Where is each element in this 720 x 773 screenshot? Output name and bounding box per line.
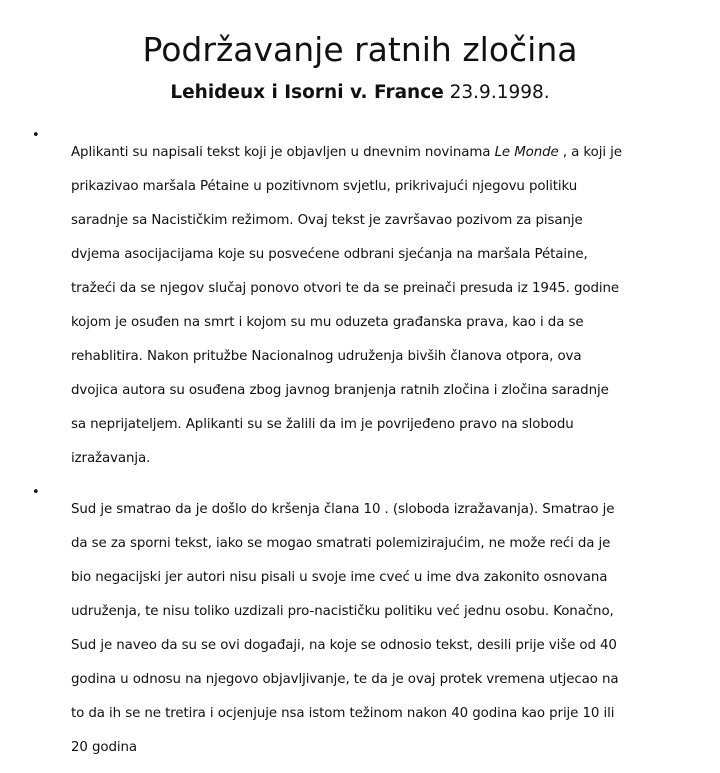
slide-subtitle [0,80,720,106]
text-line: izražavanja. [71,451,151,466]
text-line: 20 godina [71,740,138,755]
case-name: Lehideux i Isorni v. France [170,82,444,103]
text-line: to da ih se ne tretira i ocjenjuje nsa istom težinom nakon 40 godina kao prije 10 ili [71,706,615,721]
text-line: saradnje sa Nacističkim režimom. Ovaj tekst je završavao pozivom za pisanje [71,213,583,228]
text-line: bio negacijski jer autori nisu pisali u svoje ime cveć u ime dva zakonito osnovana [71,570,608,585]
text-line: tražeći da se njegov slučaj ponovo otvori te da se preinači presuda iz 1945. godine [71,281,620,296]
bullet-item [30,484,690,773]
bullet-icon: • [32,485,40,500]
text-line: sa neprijateljem. Aplikanti su se žalili da im je povrijeđeno pravo na slobodu [71,417,574,432]
text-line: Aplikanti su napisali tekst koji je objavljen u dnevnim novinama Le Monde , a koji je [71,145,622,160]
text-line: rehablitira. Nakon pritužbe Nacionalnog udruženja bivših članova otpora, ova [71,349,582,364]
bullet-item [30,127,690,484]
text-line: da se za sporni tekst, iako se mogao smatrati polemizirajućim, ne može reći da je [71,536,611,551]
text-line: kojom je osuđen na smrt i kojom su mu oduzeta građanska prava, kao i da se [71,315,584,330]
bullet-icon: • [32,128,40,143]
text-line: godina u odnosu na njegovo objavljivanje, te da je ovaj protek vremena utjecao na [71,672,619,687]
bullet-text [71,127,686,484]
bullet-text [71,484,686,773]
text-line: dvojica autora su osuđena zbog javnog branjenja ratnih zločina i zločina saradnje [71,383,609,398]
slide-title: Podržavanje ratnih zločina [142,30,578,69]
text-line: dvjema asocijacijama koje su posvećene odbrani sjećanja na maršala Pétaine, [71,247,588,262]
case-date: 23.9.1998. [443,82,550,103]
newspaper-name: Le Monde [494,145,559,160]
text-line: prikazivao maršala Pétaine u pozitivnom svjetlu, prikrivajući njegovu politiku [71,179,578,194]
bullet-list [30,127,690,773]
text-line: Sud je smatrao da je došlo do kršenja člana 10 . (sloboda izražavanja). Smatrao je [71,502,615,517]
text-line: Sud je naveo da su se ovi događaji, na koje se odnosio tekst, desili prije više od 40 [71,638,617,653]
text-line: udruženja, te nisu toliko uzdizali pro-nacističku politiku već jednu osobu. Konačno, [71,604,614,619]
